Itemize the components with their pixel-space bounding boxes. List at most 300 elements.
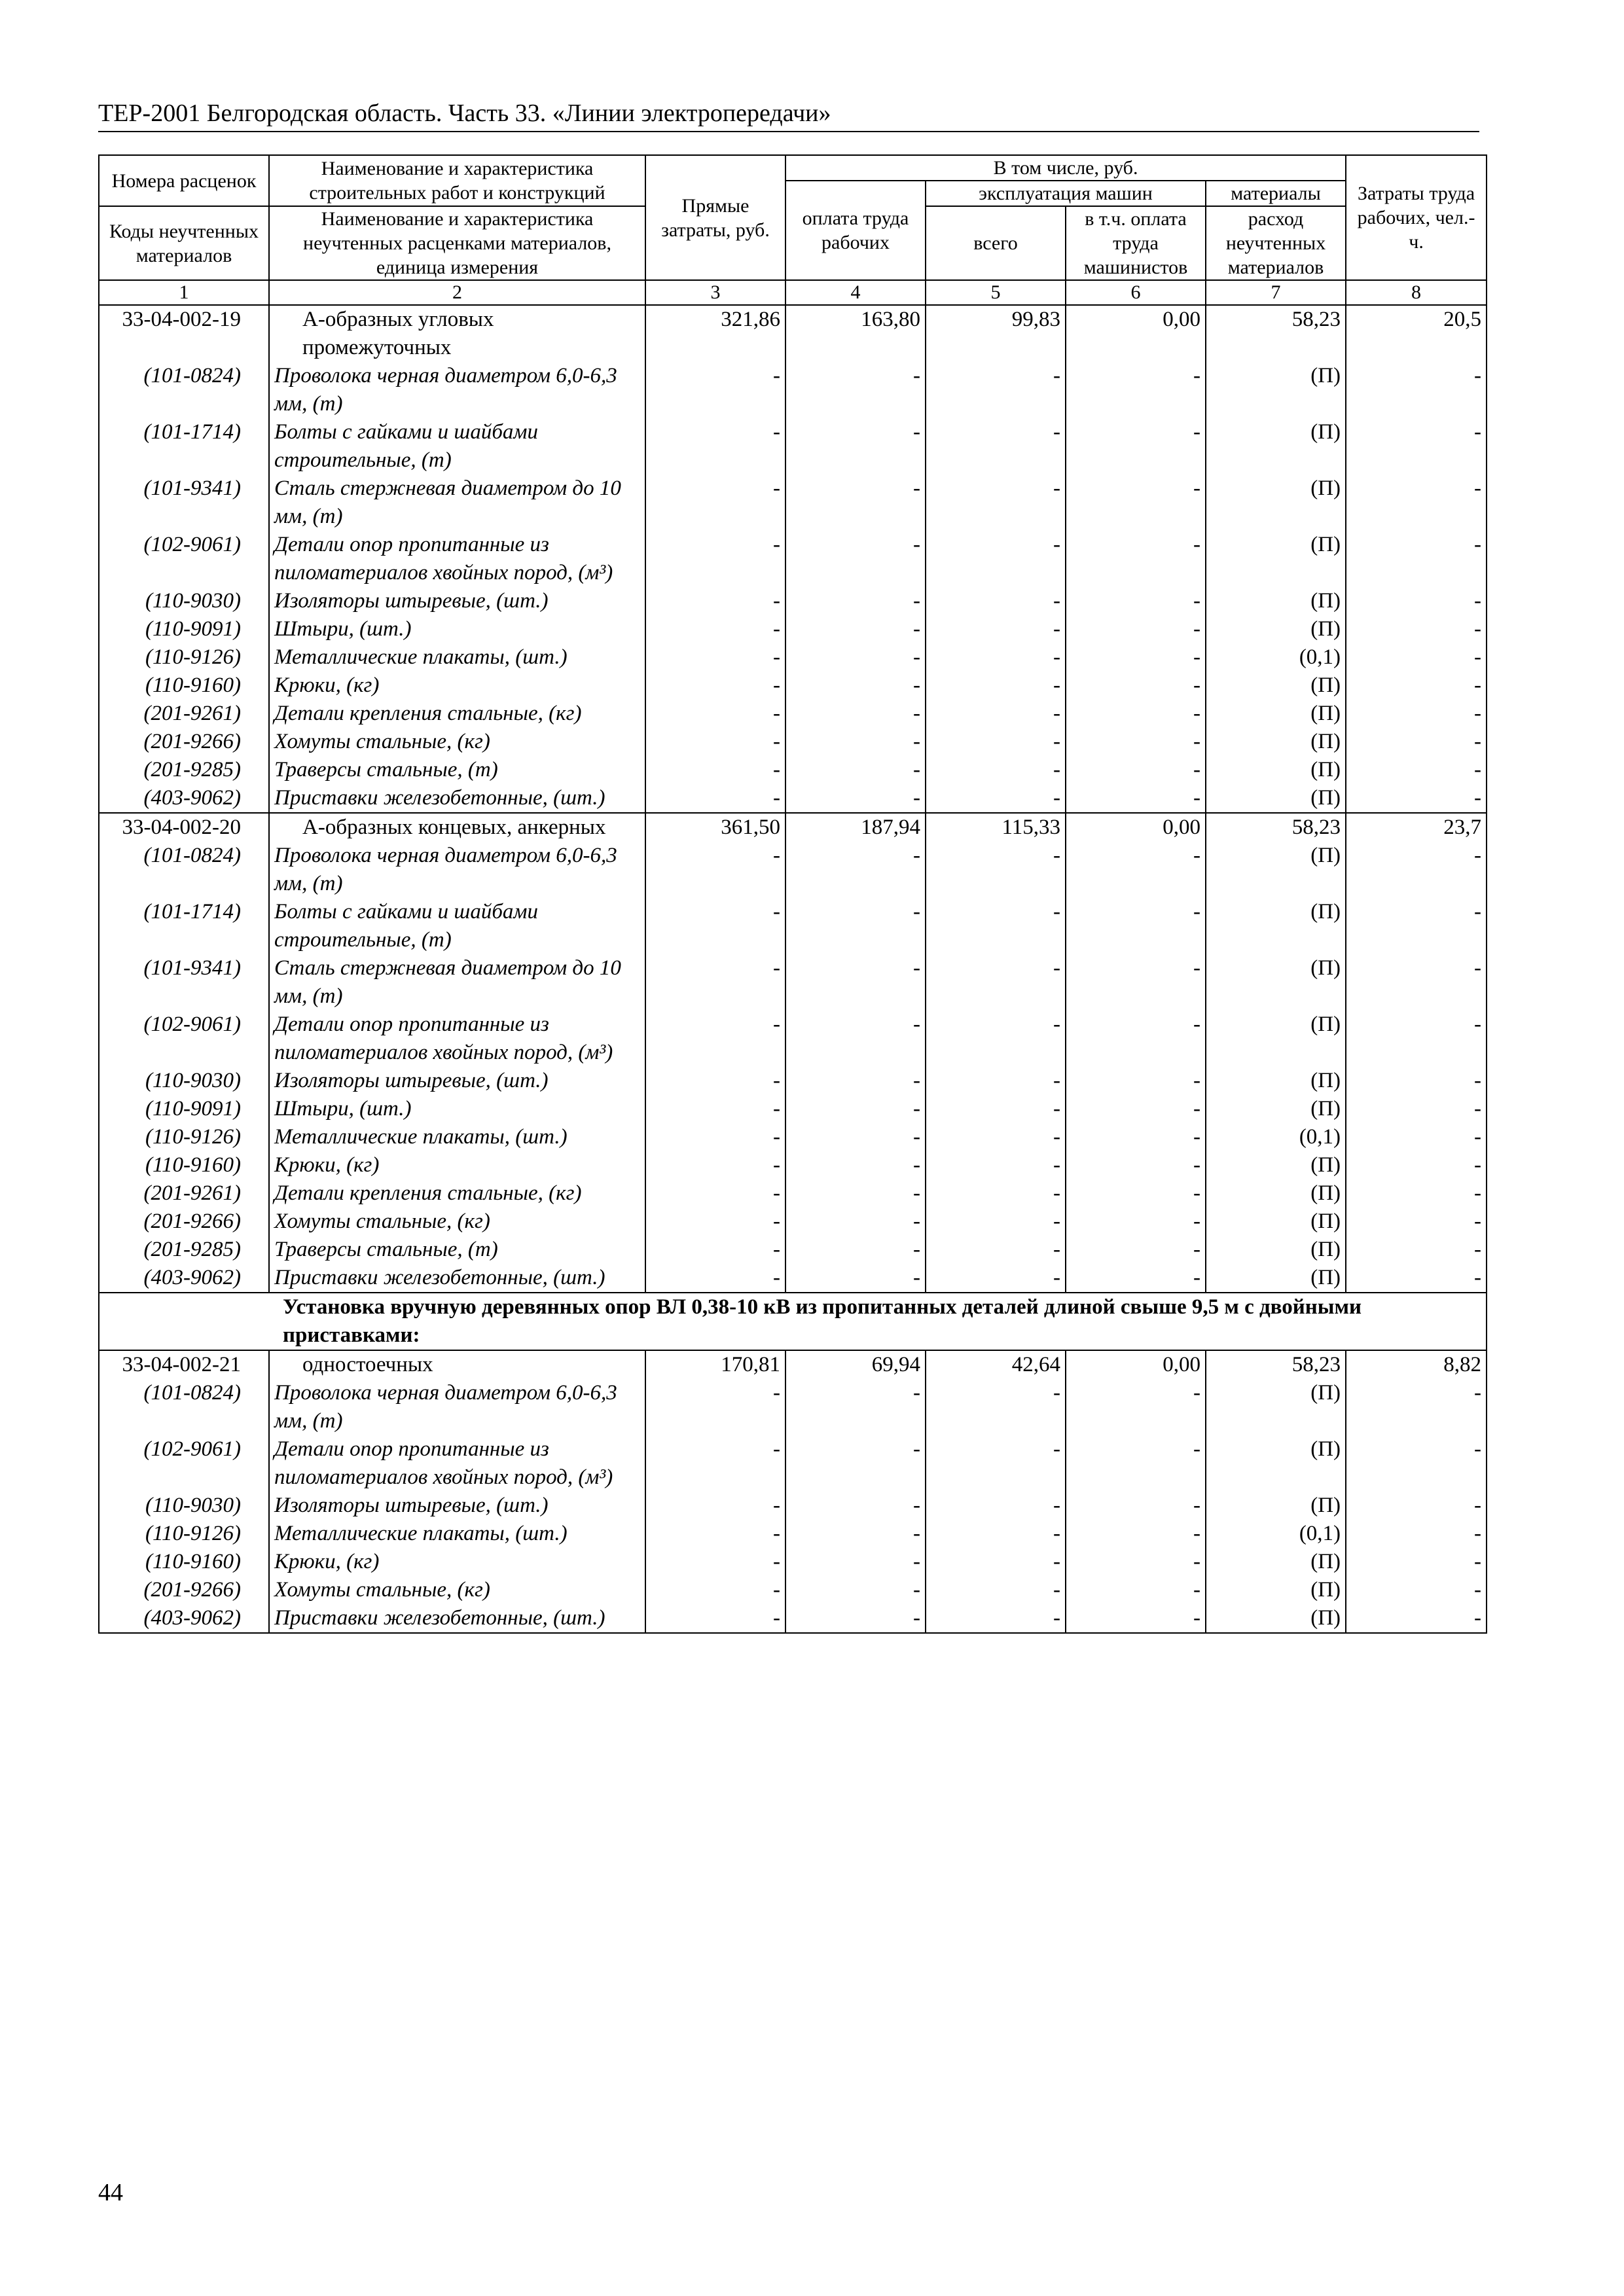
value-cell-c8: 8,82 <box>1346 1350 1487 1379</box>
value-cell-c5: 115,33 <box>926 813 1066 842</box>
value-cell-c5: - <box>926 362 1066 418</box>
material-code: (201-9285) <box>99 756 269 784</box>
material-row <box>99 643 1487 672</box>
material-row <box>99 362 1487 418</box>
material-code: (101-0824) <box>99 362 269 418</box>
material-row <box>99 700 1487 728</box>
material-row <box>99 1011 1487 1067</box>
material-row <box>99 756 1487 784</box>
value-cell-c6: - <box>1066 615 1206 643</box>
material-row <box>99 1264 1487 1293</box>
value-cell-c7: (П) <box>1206 672 1346 700</box>
value-cell-c3: - <box>645 1576 785 1604</box>
value-cell-c8: 20,5 <box>1346 305 1487 362</box>
value-cell-c7: (П) <box>1206 615 1346 643</box>
material-name: Проволока черная диаметром 6,0-6,3 мм, (т) <box>269 362 645 418</box>
value-cell-c6: - <box>1066 1435 1206 1492</box>
value-cell-c5: - <box>926 1011 1066 1067</box>
material-code: (201-9261) <box>99 1179 269 1208</box>
value-cell-c7: 58,23 <box>1206 813 1346 842</box>
value-cell-c5: - <box>926 1435 1066 1492</box>
value-cell-c4: - <box>785 362 926 418</box>
value-cell-c5: - <box>926 954 1066 1011</box>
value-cell-c6: - <box>1066 1520 1206 1548</box>
material-row <box>99 1236 1487 1264</box>
material-row <box>99 954 1487 1011</box>
rate-name: А-образных угловых промежуточных <box>269 305 645 362</box>
value-cell-c8: - <box>1346 1379 1487 1435</box>
value-cell-c6: - <box>1066 418 1206 475</box>
table-body <box>99 305 1487 1633</box>
value-cell-c6: - <box>1066 643 1206 672</box>
value-cell-c4: - <box>785 1095 926 1123</box>
value-cell-c3: - <box>645 531 785 587</box>
material-code: (101-9341) <box>99 475 269 531</box>
value-cell-c3: - <box>645 587 785 615</box>
material-code: (101-1714) <box>99 418 269 475</box>
value-cell-c8: - <box>1346 475 1487 531</box>
rate-code: 33-04-002-20 <box>99 813 269 842</box>
header-machine-total: всего <box>926 206 1066 280</box>
header-materials: материалы <box>1206 181 1346 206</box>
value-cell-c5: - <box>926 700 1066 728</box>
rate-row <box>99 813 1487 842</box>
value-cell-c7: (П) <box>1206 1236 1346 1264</box>
value-cell-c3: - <box>645 1236 785 1264</box>
material-name: Металлические плакаты, (шт.) <box>269 643 645 672</box>
material-name: Сталь стержневая диаметром до 10 мм, (т) <box>269 954 645 1011</box>
material-name: Детали опор пропитанные из пиломатериалов хвойных пород, (м³) <box>269 531 645 587</box>
value-cell-c5: - <box>926 1264 1066 1293</box>
material-code: (110-9126) <box>99 643 269 672</box>
value-cell-c5: - <box>926 1604 1066 1633</box>
material-row <box>99 672 1487 700</box>
header-labor-pay: оплата труда рабочих <box>785 181 926 280</box>
value-cell-c7: (П) <box>1206 1067 1346 1095</box>
column-number: 6 <box>1066 280 1206 305</box>
value-cell-c5: - <box>926 531 1066 587</box>
value-cell-c5: - <box>926 418 1066 475</box>
material-code: (403-9062) <box>99 1264 269 1293</box>
material-code: (110-9126) <box>99 1520 269 1548</box>
value-cell-c7: (П) <box>1206 1435 1346 1492</box>
value-cell-c6: 0,00 <box>1066 813 1206 842</box>
rate-code: 33-04-002-21 <box>99 1350 269 1379</box>
value-cell-c7: (П) <box>1206 1208 1346 1236</box>
value-cell-c6: - <box>1066 1179 1206 1208</box>
value-cell-c8: - <box>1346 1095 1487 1123</box>
value-cell-c4: - <box>785 1492 926 1520</box>
value-cell-c5: - <box>926 1151 1066 1179</box>
header-rate-numbers: Номера расценок <box>99 155 269 206</box>
value-cell-c4: - <box>785 784 926 813</box>
value-cell-c3: - <box>645 418 785 475</box>
value-cell-c6: - <box>1066 784 1206 813</box>
value-cell-c5: - <box>926 1236 1066 1264</box>
header-material-codes: Коды неучтенных материалов <box>99 206 269 280</box>
value-cell-c4: - <box>785 531 926 587</box>
value-cell-c4: - <box>785 1264 926 1293</box>
value-cell-c8: - <box>1346 1520 1487 1548</box>
value-cell-c6: - <box>1066 954 1206 1011</box>
value-cell-c8: 23,7 <box>1346 813 1487 842</box>
value-cell-c5: - <box>926 842 1066 898</box>
rate-code: 33-04-002-19 <box>99 305 269 362</box>
value-cell-c3: - <box>645 1435 785 1492</box>
value-cell-c7: (0,1) <box>1206 643 1346 672</box>
value-cell-c7: (П) <box>1206 1095 1346 1123</box>
value-cell-c7: (П) <box>1206 1379 1346 1435</box>
value-cell-c5: 99,83 <box>926 305 1066 362</box>
value-cell-c6: - <box>1066 1123 1206 1151</box>
value-cell-c8: - <box>1346 362 1487 418</box>
value-cell-c5: - <box>926 1123 1066 1151</box>
material-row <box>99 1179 1487 1208</box>
material-code: (403-9062) <box>99 1604 269 1633</box>
column-number: 2 <box>269 280 645 305</box>
value-cell-c5: - <box>926 615 1066 643</box>
value-cell-c7: (П) <box>1206 1179 1346 1208</box>
material-code: (110-9091) <box>99 1095 269 1123</box>
rates-table <box>98 154 1487 1634</box>
header-including: В том числе, руб. <box>785 155 1346 181</box>
value-cell-c6: - <box>1066 475 1206 531</box>
material-row <box>99 418 1487 475</box>
material-code: (102-9061) <box>99 531 269 587</box>
value-cell-c3: - <box>645 1548 785 1576</box>
value-cell-c6: - <box>1066 1067 1206 1095</box>
value-cell-c8: - <box>1346 1067 1487 1095</box>
value-cell-c5: - <box>926 1095 1066 1123</box>
value-cell-c4: - <box>785 842 926 898</box>
value-cell-c7: (П) <box>1206 1576 1346 1604</box>
value-cell-c7: 58,23 <box>1206 305 1346 362</box>
value-cell-c5: - <box>926 643 1066 672</box>
material-row <box>99 728 1487 756</box>
value-cell-c7: (П) <box>1206 1492 1346 1520</box>
value-cell-c7: (П) <box>1206 362 1346 418</box>
value-cell-c4: - <box>785 898 926 954</box>
value-cell-c3: - <box>645 643 785 672</box>
value-cell-c3: - <box>645 1123 785 1151</box>
value-cell-c5: - <box>926 1548 1066 1576</box>
page-number: 44 <box>98 2179 123 2206</box>
value-cell-c3: - <box>645 475 785 531</box>
table-header <box>99 155 1487 305</box>
material-code: (110-9160) <box>99 1548 269 1576</box>
rate-row <box>99 305 1487 362</box>
header-machine-labor: в т.ч. оплата труда машинистов <box>1066 206 1206 280</box>
material-name: Детали опор пропитанные из пиломатериалов хвойных пород, (м³) <box>269 1435 645 1492</box>
material-row <box>99 1123 1487 1151</box>
material-code: (110-9160) <box>99 1151 269 1179</box>
value-cell-c6: - <box>1066 756 1206 784</box>
value-cell-c6: - <box>1066 842 1206 898</box>
material-row <box>99 1067 1487 1095</box>
value-cell-c4: 187,94 <box>785 813 926 842</box>
value-cell-c8: - <box>1346 898 1487 954</box>
value-cell-c4: 69,94 <box>785 1350 926 1379</box>
material-code: (102-9061) <box>99 1435 269 1492</box>
value-cell-c5: - <box>926 784 1066 813</box>
value-cell-c7: (П) <box>1206 700 1346 728</box>
rates-table-container <box>98 154 1486 1634</box>
value-cell-c7: (П) <box>1206 587 1346 615</box>
value-cell-c3: 170,81 <box>645 1350 785 1379</box>
value-cell-c3: - <box>645 1179 785 1208</box>
column-number: 3 <box>645 280 785 305</box>
value-cell-c3: - <box>645 1095 785 1123</box>
material-code: (110-9030) <box>99 1492 269 1520</box>
material-row <box>99 531 1487 587</box>
value-cell-c6: - <box>1066 898 1206 954</box>
material-row <box>99 1604 1487 1633</box>
material-name: Хомуты стальные, (кг) <box>269 1576 645 1604</box>
material-name: Проволока черная диаметром 6,0-6,3 мм, (т) <box>269 842 645 898</box>
material-name: Болты с гайками и шайбами строительные, (т) <box>269 418 645 475</box>
value-cell-c4: - <box>785 700 926 728</box>
material-row <box>99 1095 1487 1123</box>
value-cell-c7: (0,1) <box>1206 1123 1346 1151</box>
material-name: Крюки, (кг) <box>269 1548 645 1576</box>
material-name: Проволока черная диаметром 6,0-6,3 мм, (т) <box>269 1379 645 1435</box>
material-code: (110-9091) <box>99 615 269 643</box>
value-cell-c3: - <box>645 898 785 954</box>
value-cell-c3: - <box>645 1151 785 1179</box>
material-row <box>99 1208 1487 1236</box>
value-cell-c3: - <box>645 615 785 643</box>
value-cell-c4: - <box>785 1236 926 1264</box>
header-work-name: Наименование и характеристика строительных работ и конструкций <box>269 155 645 206</box>
material-name: Приставки железобетонные, (шт.) <box>269 1604 645 1633</box>
header-machine-ops: эксплуатация машин <box>926 181 1206 206</box>
value-cell-c6: - <box>1066 1492 1206 1520</box>
value-cell-c5: - <box>926 1208 1066 1236</box>
value-cell-c8: - <box>1346 643 1487 672</box>
header-labor-costs: Затраты труда рабочих, чел.-ч. <box>1346 155 1487 280</box>
material-code: (201-9266) <box>99 728 269 756</box>
material-row <box>99 842 1487 898</box>
rate-name: А-образных концевых, анкерных <box>269 813 645 842</box>
value-cell-c4: - <box>785 1067 926 1095</box>
value-cell-c4: - <box>785 1520 926 1548</box>
value-cell-c4: - <box>785 1435 926 1492</box>
column-number: 5 <box>926 280 1066 305</box>
value-cell-c8: - <box>1346 1604 1487 1633</box>
value-cell-c4: - <box>785 1179 926 1208</box>
material-row <box>99 475 1487 531</box>
value-cell-c4: - <box>785 756 926 784</box>
value-cell-c4: - <box>785 1208 926 1236</box>
value-cell-c7: (0,1) <box>1206 1520 1346 1548</box>
value-cell-c7: (П) <box>1206 531 1346 587</box>
value-cell-c4: - <box>785 1123 926 1151</box>
value-cell-c3: - <box>645 728 785 756</box>
value-cell-c8: - <box>1346 1548 1487 1576</box>
column-number: 1 <box>99 280 269 305</box>
value-cell-c7: (П) <box>1206 898 1346 954</box>
material-name: Детали крепления стальные, (кг) <box>269 700 645 728</box>
value-cell-c4: - <box>785 728 926 756</box>
section-row <box>99 1293 1487 1350</box>
material-row <box>99 1435 1487 1492</box>
material-code: (403-9062) <box>99 784 269 813</box>
header-direct-costs: Прямые затраты, руб. <box>645 155 785 280</box>
value-cell-c4: - <box>785 1151 926 1179</box>
value-cell-c3: - <box>645 1208 785 1236</box>
value-cell-c6: - <box>1066 1011 1206 1067</box>
value-cell-c5: 42,64 <box>926 1350 1066 1379</box>
material-name: Хомуты стальные, (кг) <box>269 728 645 756</box>
value-cell-c4: - <box>785 587 926 615</box>
value-cell-c6: - <box>1066 1548 1206 1576</box>
value-cell-c6: - <box>1066 1604 1206 1633</box>
material-row <box>99 615 1487 643</box>
material-code: (101-0824) <box>99 1379 269 1435</box>
material-name: Крюки, (кг) <box>269 672 645 700</box>
value-cell-c8: - <box>1346 1208 1487 1236</box>
value-cell-c8: - <box>1346 587 1487 615</box>
value-cell-c3: - <box>645 672 785 700</box>
value-cell-c8: - <box>1346 1151 1487 1179</box>
value-cell-c8: - <box>1346 1236 1487 1264</box>
value-cell-c8: - <box>1346 531 1487 587</box>
value-cell-c6: - <box>1066 1264 1206 1293</box>
value-cell-c8: - <box>1346 842 1487 898</box>
value-cell-c3: - <box>645 784 785 813</box>
material-name: Металлические плакаты, (шт.) <box>269 1520 645 1548</box>
header-materials-usage: расход неучтенных материалов <box>1206 206 1346 280</box>
value-cell-c6: - <box>1066 728 1206 756</box>
value-cell-c4: 163,80 <box>785 305 926 362</box>
value-cell-c8: - <box>1346 418 1487 475</box>
value-cell-c8: - <box>1346 1179 1487 1208</box>
material-code: (201-9261) <box>99 700 269 728</box>
value-cell-c4: - <box>785 954 926 1011</box>
value-cell-c8: - <box>1346 1123 1487 1151</box>
material-name: Приставки железобетонные, (шт.) <box>269 784 645 813</box>
value-cell-c3: - <box>645 842 785 898</box>
value-cell-c7: (П) <box>1206 1151 1346 1179</box>
page-header: ТЕР-2001 Белгородская область. Часть 33. «Линии электропередачи» <box>98 98 1479 132</box>
material-code: (201-9266) <box>99 1576 269 1604</box>
value-cell-c6: - <box>1066 587 1206 615</box>
value-cell-c4: - <box>785 672 926 700</box>
value-cell-c7: (П) <box>1206 475 1346 531</box>
value-cell-c3: 361,50 <box>645 813 785 842</box>
value-cell-c6: - <box>1066 1576 1206 1604</box>
value-cell-c6: - <box>1066 1208 1206 1236</box>
material-name: Штыри, (шт.) <box>269 615 645 643</box>
value-cell-c5: - <box>926 1379 1066 1435</box>
material-code: (201-9285) <box>99 1236 269 1264</box>
material-name: Сталь стержневая диаметром до 10 мм, (т) <box>269 475 645 531</box>
value-cell-c6: 0,00 <box>1066 305 1206 362</box>
material-code: (101-1714) <box>99 898 269 954</box>
material-name: Штыри, (шт.) <box>269 1095 645 1123</box>
value-cell-c5: - <box>926 756 1066 784</box>
value-cell-c8: - <box>1346 1011 1487 1067</box>
material-name: Детали крепления стальные, (кг) <box>269 1179 645 1208</box>
value-cell-c7: (П) <box>1206 756 1346 784</box>
material-code: (201-9266) <box>99 1208 269 1236</box>
value-cell-c3: - <box>645 1264 785 1293</box>
value-cell-c3: - <box>645 756 785 784</box>
value-cell-c6: - <box>1066 672 1206 700</box>
material-code: (102-9061) <box>99 1011 269 1067</box>
value-cell-c5: - <box>926 1179 1066 1208</box>
material-row <box>99 587 1487 615</box>
material-name: Болты с гайками и шайбами строительные, (т) <box>269 898 645 954</box>
material-code: (110-9160) <box>99 672 269 700</box>
value-cell-c4: - <box>785 1548 926 1576</box>
value-cell-c4: - <box>785 643 926 672</box>
material-name: Изоляторы штыревые, (шт.) <box>269 1067 645 1095</box>
value-cell-c5: - <box>926 475 1066 531</box>
material-name: Хомуты стальные, (кг) <box>269 1208 645 1236</box>
material-name: Изоляторы штыревые, (шт.) <box>269 587 645 615</box>
value-cell-c6: - <box>1066 1236 1206 1264</box>
value-cell-c5: - <box>926 672 1066 700</box>
value-cell-c7: (П) <box>1206 842 1346 898</box>
value-cell-c7: (П) <box>1206 1604 1346 1633</box>
material-code: (110-9030) <box>99 587 269 615</box>
column-number: 4 <box>785 280 926 305</box>
column-number: 8 <box>1346 280 1487 305</box>
value-cell-c3: - <box>645 1379 785 1435</box>
value-cell-c5: - <box>926 898 1066 954</box>
value-cell-c7: (П) <box>1206 1011 1346 1067</box>
value-cell-c7: (П) <box>1206 418 1346 475</box>
header-material-names: Наименование и характеристика неучтенных расценками материалов, единица измерения <box>269 206 645 280</box>
value-cell-c5: - <box>926 587 1066 615</box>
value-cell-c3: - <box>645 1067 785 1095</box>
value-cell-c8: - <box>1346 1576 1487 1604</box>
value-cell-c4: - <box>785 475 926 531</box>
value-cell-c3: - <box>645 1604 785 1633</box>
value-cell-c8: - <box>1346 615 1487 643</box>
value-cell-c8: - <box>1346 756 1487 784</box>
material-row <box>99 1576 1487 1604</box>
value-cell-c8: - <box>1346 672 1487 700</box>
value-cell-c5: - <box>926 1576 1066 1604</box>
rate-name: одностоечных <box>269 1350 645 1379</box>
value-cell-c8: - <box>1346 784 1487 813</box>
value-cell-c6: - <box>1066 531 1206 587</box>
value-cell-c8: - <box>1346 954 1487 1011</box>
value-cell-c6: - <box>1066 362 1206 418</box>
value-cell-c3: - <box>645 1492 785 1520</box>
value-cell-c4: - <box>785 1379 926 1435</box>
value-cell-c3: - <box>645 954 785 1011</box>
value-cell-c8: - <box>1346 1492 1487 1520</box>
value-cell-c3: - <box>645 1520 785 1548</box>
value-cell-c3: - <box>645 700 785 728</box>
value-cell-c6: - <box>1066 1095 1206 1123</box>
material-code: (101-0824) <box>99 842 269 898</box>
value-cell-c4: - <box>785 1576 926 1604</box>
material-name: Приставки железобетонные, (шт.) <box>269 1264 645 1293</box>
material-name: Изоляторы штыревые, (шт.) <box>269 1492 645 1520</box>
value-cell-c8: - <box>1346 1435 1487 1492</box>
material-name: Детали опор пропитанные из пиломатериалов хвойных пород, (м³) <box>269 1011 645 1067</box>
value-cell-c8: - <box>1346 700 1487 728</box>
value-cell-c5: - <box>926 1067 1066 1095</box>
material-code: (110-9030) <box>99 1067 269 1095</box>
value-cell-c6: 0,00 <box>1066 1350 1206 1379</box>
value-cell-c6: - <box>1066 1379 1206 1435</box>
value-cell-c4: - <box>785 1011 926 1067</box>
